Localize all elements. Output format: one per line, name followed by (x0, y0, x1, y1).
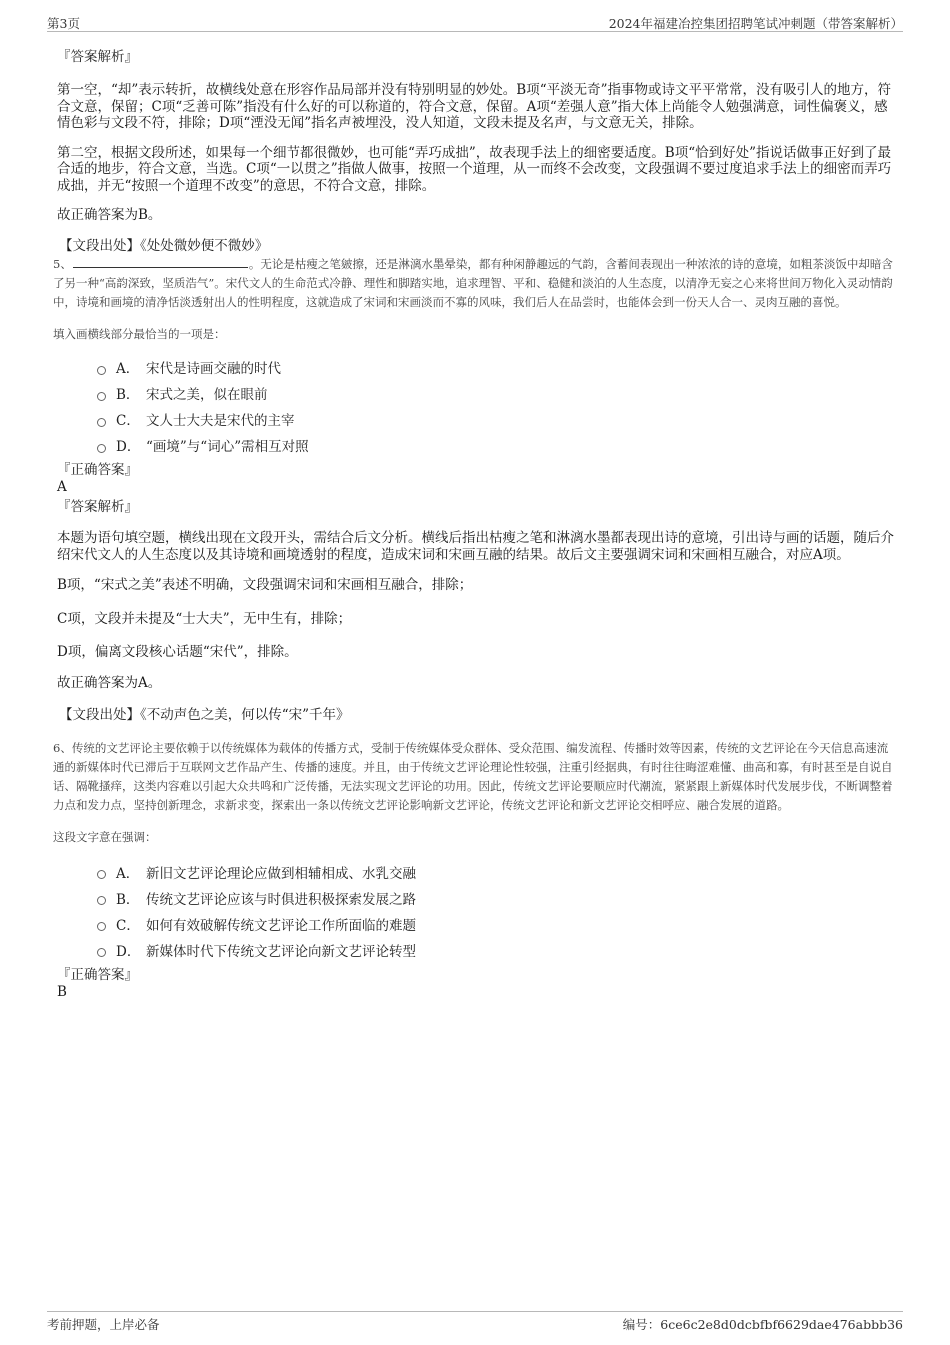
page-number: 第3页 (47, 16, 80, 31)
q6-options (97, 859, 897, 963)
footer-slogan: 考前押题，上岸必备 (47, 1317, 160, 1332)
q6-option-a[interactable] (97, 859, 897, 885)
q6-option-b[interactable] (97, 885, 897, 911)
q6-option-c[interactable] (97, 911, 897, 937)
option-text: “画境”与“词心”需相互对照 (146, 439, 309, 455)
q5-blank-line (73, 256, 248, 268)
q5-analysis-option-d: D项，偏离文段核心话题“宋代”，排除。 (57, 644, 298, 660)
radio-button[interactable] (97, 922, 106, 931)
option-text: 传统文艺评论应该与时俱进积极探索发展之路 (146, 891, 416, 908)
option-letter: A． (116, 361, 140, 377)
option-letter: A． (116, 865, 140, 882)
q6-prompt: 这段文字意在强调： (53, 829, 157, 844)
page-content (53, 48, 897, 1000)
page-header (47, 14, 903, 32)
radio-button[interactable] (97, 366, 106, 375)
option-text: 宋式之美，似在眼前 (146, 387, 268, 403)
radio-button[interactable] (97, 392, 106, 401)
q5-analysis-option-b: B项，“宋式之美”表述不明确，文段强调宋词和宋画相互融合，排除； (57, 577, 473, 593)
radio-button[interactable] (97, 418, 106, 427)
q4-source: 【文段出处】《处处微妙便不微妙》 (59, 237, 269, 254)
radio-button[interactable] (97, 444, 106, 453)
q4-analysis-label: 『答案解析』 (57, 49, 138, 65)
option-text: 新媒体时代下传统文艺评论向新文艺评论转型 (146, 943, 416, 960)
option-letter: B． (116, 387, 140, 403)
q5-passage (53, 255, 897, 312)
q5-option-d[interactable] (97, 432, 897, 458)
document-title: 2024年福建冶控集团招聘笔试冲刺题（带答案解析） (608, 16, 903, 31)
q5-option-a[interactable] (97, 354, 897, 380)
option-letter: D． (116, 439, 141, 455)
q5-passage-text: 。无论是枯瘦之笔皴擦，还是淋漓水墨晕染，都有种闲静趣远的气韵，含蓄间表现出一种浓浓的诗的意境，如粗茶淡饭中却暗含了另一种“高韵深致，坚质浩气”。宋代文人的生命范式冷静、理性和脚踏实地，追求理智、平和、稳健和淡泊的人生态度，以清净无妄之心来将世间万物化入灵动情韵中，诗境和画境的清净恬淡透射出人的性明程度，这就造成了宋词和宋画淡而不寡的风味，我们后人在品尝时，也能体会到一份天人合一、灵肉互融的喜悦。 (53, 257, 893, 309)
option-letter: C． (116, 413, 140, 429)
page-footer (47, 1311, 903, 1331)
radio-button[interactable] (97, 896, 106, 905)
q5-analysis-paragraph: 本题为语句填空题，横线出现在文段开头，需结合后文分析。横线后指出枯瘦之笔和淋漓水墨都表现出诗的意境，引出诗与画的话题，随后介绍宋代文人的人生态度以及其诗境和画境透射的程度，造成宋词和宋画互融的结果。故后文主要强调宋词和宋画相互融合，对应A项。 (57, 530, 894, 563)
q6-option-d[interactable] (97, 937, 897, 963)
q5-options (97, 354, 897, 458)
q5-answer: A (57, 479, 67, 495)
q5-option-c[interactable] (97, 406, 897, 432)
q5-answer-label: 『正确答案』 (57, 462, 138, 478)
option-text: 宋代是诗画交融的时代 (146, 361, 281, 377)
option-letter: C． (116, 917, 140, 934)
q5-number: 5、 (53, 257, 72, 271)
q4-analysis-paragraph-2: 第二空，根据文段所述，如果每一个细节都很微妙，也可能“弄巧成拙”，故表现手法上的细密要适度。B项“恰到好处”指说话做事正好到了最合适的地步，符合文意，当选。C项“一以贯之”指做人做事，按照一个道理，从一而终不会改变，文段强调不要过度追求手法上的细密而弄巧成拙，并无“按照一个道理不改变”的意思，不符合文意，排除。 (57, 144, 892, 194)
q5-source: 【文段出处】《不动声色之美，何以传“宋”千年》 (59, 707, 350, 723)
option-text: 新旧文艺评论理论应做到相辅相成、水乳交融 (146, 865, 416, 882)
option-text: 文人士大夫是宋代的主宰 (146, 413, 295, 429)
q5-option-b[interactable] (97, 380, 897, 406)
option-letter: B． (116, 891, 140, 908)
q5-analysis-label: 『答案解析』 (57, 499, 138, 515)
q4-conclusion: 故正确答案为B。 (57, 207, 162, 223)
radio-button[interactable] (97, 870, 106, 879)
q6-passage: 6、传统的文艺评论主要依赖于以传统媒体为载体的传播方式，受制于传统媒体受众群体、受众范围、编发流程、传播时效等因素，传统的文艺评论在今天信息高速流通的新媒体时代已滞后于互联网文艺作品产生、传播的速度。并且，由于传统文艺评论理论性较强，注重引经据典，有时往往晦涩难懂、曲高和寡，有时甚至是自说自话、隔靴搔痒，这类内容难以引起大众共鸣和广泛传播，无法实现文艺评论的功用。因此，传统文艺评论要顺应时代潮流，紧紧跟上新媒体时代发展步伐，不断调整着力点和发力点，坚持创新理念，求新求变，探索出一条以传统文艺评论影响新文艺评论，传统文艺评论和新文艺评论交相呼应、融合发展的道路。 (53, 740, 893, 812)
q5-prompt: 填入画横线部分最恰当的一项是： (53, 327, 226, 341)
q5-conclusion: 故正确答案为A。 (57, 674, 162, 691)
q4-analysis-paragraph-1: 第一空，“却”表示转折，故横线处意在形容作品局部并没有特别明显的妙处。B项“平淡无奇”指事物或诗文平平常常，没有吸引人的地方，符合文意，保留；C项“乏善可陈”指没有什么好的可以称道的，符合文意，保留。A项“差强人意”指大体上尚能令人勉强满意，词性偏褒义，感情色彩与文段不符，排除；D项“湮没无闻”指名声被埋没，没人知道，文段未提及名声，与文意无关，排除。 (57, 82, 892, 131)
option-text: 如何有效破解传统文艺评论工作所面临的难题 (146, 917, 416, 934)
option-letter: D． (116, 943, 141, 960)
q6-answer: B (57, 983, 67, 1000)
q5-analysis-option-c: C项，文段并未提及“士大夫”，无中生有，排除； (57, 610, 352, 627)
radio-button[interactable] (97, 948, 106, 957)
q6-answer-label: 『正确答案』 (57, 966, 138, 983)
document-id: 编号：6ce6c2e8d0dcbfbf6629dae476abbb36 (622, 1317, 903, 1332)
